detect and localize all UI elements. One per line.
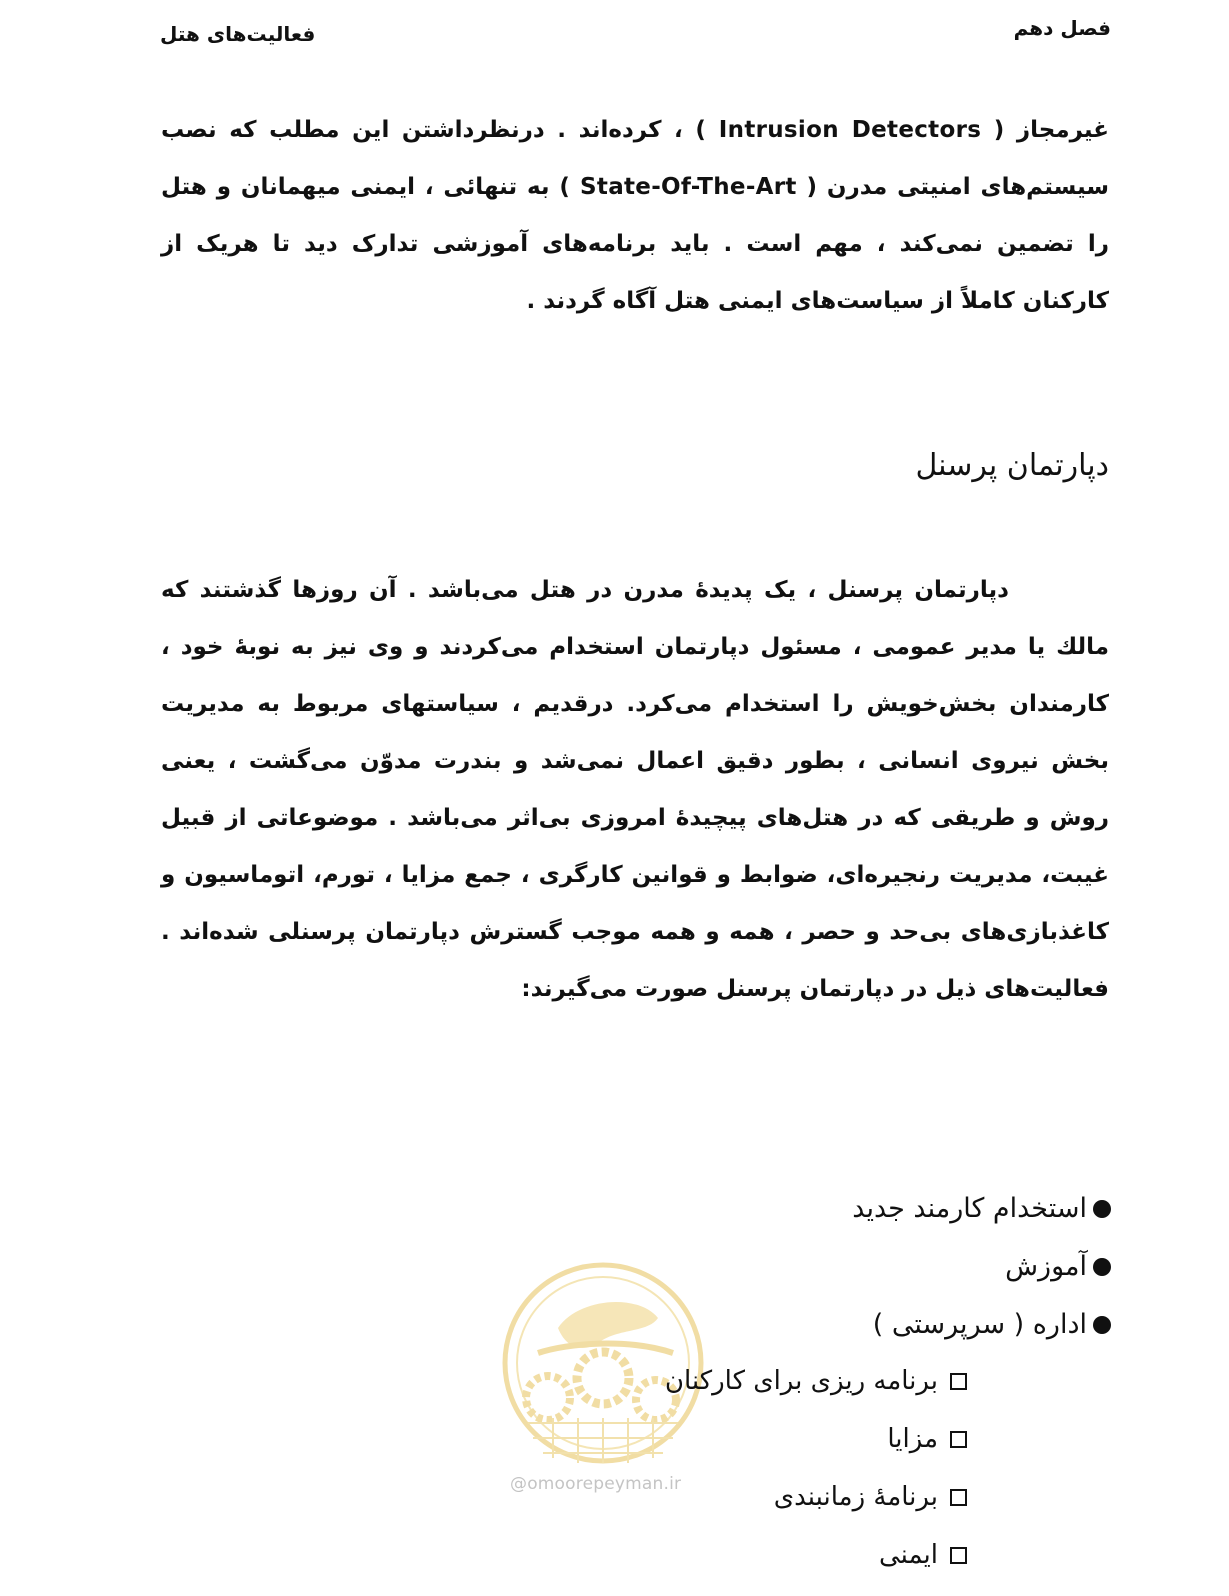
sub-list-item-label: برنامه ریزی برای کارکنان [664, 1366, 938, 1396]
checkbox-square-icon [950, 1489, 967, 1506]
sub-list-item-label: مزایا [887, 1424, 938, 1454]
sub-list-item [665, 1526, 967, 1584]
checkbox-square-icon [950, 1431, 967, 1448]
chapter-header: فصل دهم [1013, 16, 1111, 40]
activity-list [852, 1180, 1111, 1354]
bullet-icon [1093, 1316, 1111, 1334]
checkbox-square-icon [950, 1547, 967, 1564]
list-item [852, 1238, 1111, 1296]
list-item-label: آموزش [1005, 1251, 1087, 1282]
watermark-url: @omoorepeyman.ir [510, 1474, 682, 1494]
administration-sublist [665, 1352, 967, 1584]
list-item [852, 1180, 1111, 1238]
list-item-label: استخدام کارمند جدید [852, 1193, 1087, 1224]
sub-list-item [665, 1410, 967, 1468]
list-item [852, 1296, 1111, 1354]
paragraph-personnel: دپارتمان پرسنل ، یک پدیدهٔ مدرن در هتل می‌باشد . آن روزها گذشتند که مالك یا مدیر عمومی ، مسئول دپارتمان استخدام می‌کردند و وی نیز به نوبهٔ خود ، کارمندان بخش‌خویش را استخدام می‌کرد. درقدیم ، سیاستهای مربوط به مدیریت بخش نیروی انسانی ، بطور دقیق اعمال نمی‌شد و بندرت مدوّن می‌گشت ، یعنی روش و طریقی که در هتل‌های پیچیدهٔ امروزی بی‌اثر می‌باشد . موضوعاتی از قبیل غیبت، مدیریت رنجیره‌ای، ضوابط و قوانین کارگری ، جمع مزایا ، تورم، اتوماسیون و کاغذبازی‌های بی‌حد و حصر ، همه و همه موجب گسترش دپارتمان پرسنلی شده‌اند . فعالیت‌های ذیل در دپارتمان پرسنل صورت می‌گیرند: [161, 577, 1109, 1002]
sub-list-item [665, 1352, 967, 1410]
list-item-label: اداره ( سرپرستی ) [872, 1309, 1087, 1340]
bullet-icon [1093, 1200, 1111, 1218]
bullet-icon [1093, 1258, 1111, 1276]
sub-list-item-label: برنامهٔ زمانبندی [773, 1482, 938, 1512]
checkbox-square-icon [950, 1373, 967, 1390]
paragraph-security: غیرمجاز ( Intrusion Detectors ) ، کرده‌اند . درنظرداشتن این مطلب که نصب سیستم‌های امنیتی مدرن ( State-Of-The-Art ) به تنهائی ، ایمنی میهمانان و هتل را تضمین نمی‌کند ، مهم است . باید برنامه‌های آموزشی تدارک دید تا هریک از کارکنان کاملاً از سیاست‌های ایمنی هتل آگاه گردند . [161, 117, 1109, 314]
sub-list-item [665, 1468, 967, 1526]
section-heading-personnel: دپارتمان پرسنل [915, 448, 1109, 483]
sub-list-item-label: ایمنی [878, 1540, 938, 1570]
section-header: فعالیت‌های هتل [160, 22, 316, 46]
